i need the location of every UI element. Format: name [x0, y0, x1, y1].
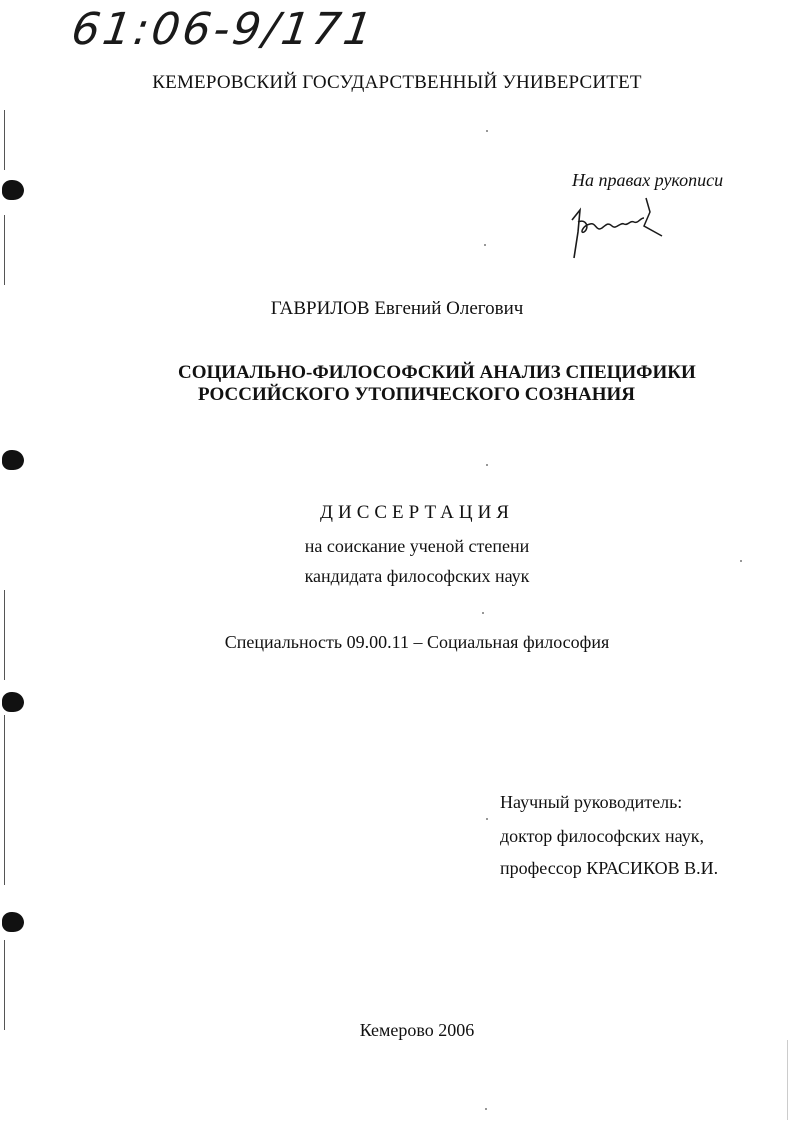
city-and-year: Кемерово 2006 [359, 1020, 475, 1040]
scan-speck [482, 612, 484, 614]
scan-speck [740, 560, 742, 562]
scan-speck [486, 130, 488, 132]
advisor-degree: доктор философских наук, [500, 826, 704, 846]
dissertation-title-line-1: СОЦИАЛЬНО-ФИЛОСОФСКИЙ АНАЛИЗ СПЕЦИФИКИ [178, 362, 696, 383]
scan-speck [486, 464, 488, 466]
scan-speck [484, 244, 486, 246]
advisor-name: профессор КРАСИКОВ В.И. [500, 858, 719, 878]
scan-margin-line [4, 940, 5, 1030]
punch-hole-mark [2, 180, 24, 200]
university-name: КЕМЕРОВСКИЙ ГОСУДАРСТВЕННЫЙ УНИВЕРСИТЕТ [152, 72, 642, 93]
scan-speck [486, 818, 488, 820]
scan-margin-line [4, 215, 5, 285]
punch-hole-mark [2, 912, 24, 932]
author-name: ГАВРИЛОВ Евгений Олегович [270, 298, 524, 319]
degree-line-1: на соискание ученой степени [304, 536, 530, 556]
scan-margin-line [4, 715, 5, 885]
scan-speck [485, 1108, 487, 1110]
scan-edge-line [787, 1040, 788, 1120]
advisor-label: Научный руководитель: [500, 792, 683, 812]
handwritten-catalog-number: 61:06-9/171 [68, 4, 379, 55]
specialty-line: Специальность 09.00.11 – Социальная философия [224, 632, 610, 652]
manuscript-rights-note: На правах рукописи [572, 170, 724, 190]
document-type-heading: ДИССЕРТАЦИЯ [320, 502, 514, 523]
scan-margin-line [4, 110, 5, 170]
author-signature [566, 192, 666, 262]
dissertation-title-line-2: РОССИЙСКОГО УТОПИЧЕСКОГО СОЗНАНИЯ [198, 384, 636, 405]
degree-line-2: кандидата философских наук [304, 566, 530, 586]
punch-hole-mark [2, 692, 24, 712]
punch-hole-mark [2, 450, 24, 470]
